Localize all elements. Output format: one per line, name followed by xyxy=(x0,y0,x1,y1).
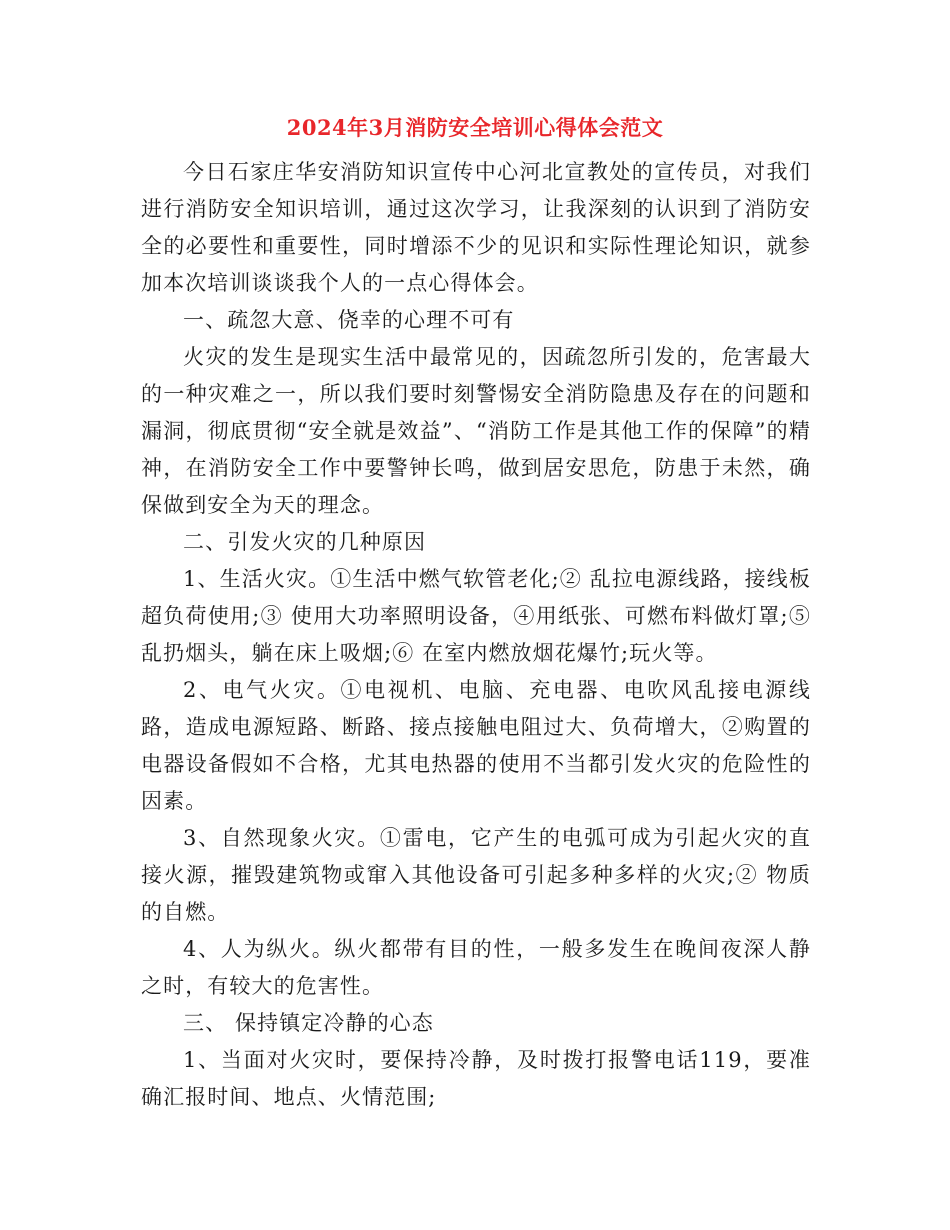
section-1-paragraph: 火灾的发生是现实生活中最常见的，因疏忽所引发的，危害最大的一种灾难之一，所以我们要时刻警惕安全消防隐患及存在的问题和漏洞，彻底贯彻“安全就是效益”、“消防工作是其他工作的保障”的精神，在消防安全工作中要警钟长鸣，做到居安思危，防患于未然，确保做到安全为天的理念。 xyxy=(141,345,811,517)
section-heading-2: 二、引发火灾的几种原因 xyxy=(183,530,427,554)
section-heading-1: 一、疏忽大意、侥幸的心理不可有 xyxy=(183,308,515,332)
document-title: 2024年3月消防安全培训心得体会范文 xyxy=(286,115,664,140)
cause-item-4: 4、人为纵火。纵火都带有目的性，一般多发生在晚间夜深人静之时，有较大的危害性。 xyxy=(141,937,811,998)
document-body xyxy=(141,154,811,1116)
section-heading-3: 三、 保持镇定冷静的心态 xyxy=(183,1011,434,1035)
section-3-item-1: 1、当面对火灾时，要保持冷静，及时拨打报警电话119，要准确汇报时间、地点、火情范围; xyxy=(141,1048,811,1109)
cause-item-3: 3、自然现象火灾。①雷电，它产生的电弧可成为引起火灾的直接火源，摧毁建筑物或窜入其他设备可引起多种多样的火灾;② 物质的自燃。 xyxy=(141,826,811,924)
cause-item-2: 2、电气火灾。①电视机、电脑、充电器、电吹风乱接电源线路，造成电源短路、断路、接点接触电阻过大、负荷增大，②购置的电器设备假如不合格，尤其电热器的使用不当都引发火灾的危险性的因素。 xyxy=(141,678,811,813)
intro-paragraph: 今日石家庄华安消防知识宣传中心河北宣教处的宣传员，对我们进行消防安全知识培训，通过这次学习，让我深刻的认识到了消防安全的必要性和重要性，同时增添不少的见识和实际性理论知识，就参加本次培训谈谈我个人的一点心得体会。 xyxy=(141,160,811,295)
cause-item-1: 1、生活火灾。①生活中燃气软管老化;② 乱拉电源线路，接线板超负荷使用;③ 使用大功率照明设备，④用纸张、可燃布料做灯罩;⑤ 乱扔烟头，躺在床上吸烟;⑥ 在室内燃放烟花爆竹;玩火等。 xyxy=(141,567,811,665)
